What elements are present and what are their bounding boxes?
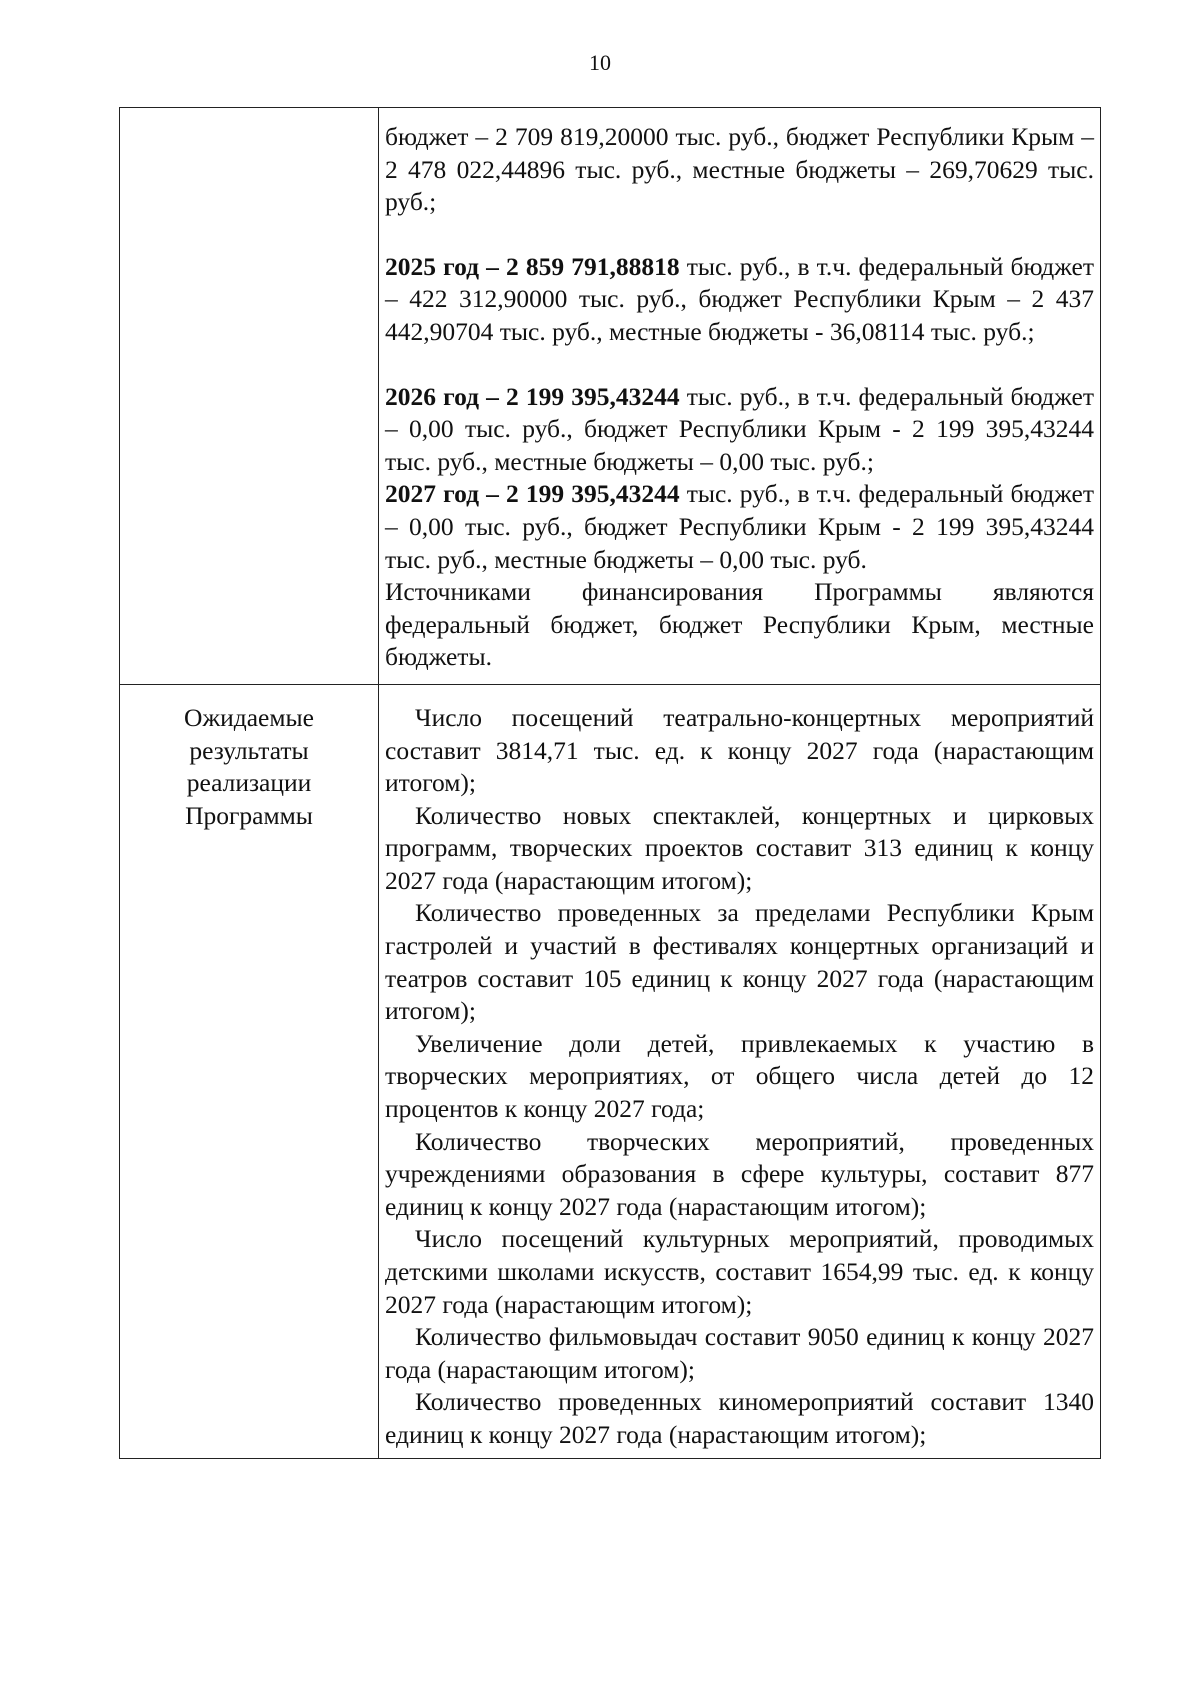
funding-details-cell xyxy=(379,108,1101,685)
funding-label-cell xyxy=(120,108,379,685)
result-item: Количество новых спектаклей, концертных и цирковых программ, творческих проектов составит 313 единиц к концу 2027 года (нарастающим итогом); xyxy=(385,800,1094,895)
label-line: реализации xyxy=(186,768,312,798)
funding-year-2025 xyxy=(385,251,1094,349)
program-passport-table xyxy=(119,107,1101,1459)
page-number: 10 xyxy=(589,50,611,75)
label-line: Ожидаемые xyxy=(184,702,314,732)
funding-year-2027-text: тыс. руб., в т.ч. федеральный бюджет – 0,00 тыс. руб., бюджет Республики Крым - 2 199 395,43244 тыс. руб., местные бюджеты – 0,00 тыс. руб. xyxy=(385,479,1094,574)
funding-intro: бюджет – 2 709 819,20000 тыс. руб., бюджет Республики Крым – 2 478 022,44896 тыс. руб., местные бюджеты – 269,70629 тыс. руб.; xyxy=(385,122,1094,217)
result-item: Количество проведенных за пределами Республики Крым гастролей и участий в фестивалях концертных организаций и театров составит 105 единиц к концу 2027 года (нарастающим итогом); xyxy=(385,898,1094,1026)
funding-sources: Источниками финансирования Программы являются федеральный бюджет, бюджет Республики Крым, местные бюджеты. xyxy=(385,577,1094,672)
funding-year-2026 xyxy=(385,381,1094,479)
result-item: Количество творческих мероприятий, проведенных учреждениями образования в сфере культуры, составит 877 единиц к концу 2027 года (нарастающим итогом); xyxy=(385,1126,1094,1221)
expected-results-row xyxy=(120,684,1101,1458)
funding-row xyxy=(120,108,1101,685)
label-line: результаты xyxy=(189,735,309,765)
result-item: Количество фильмовыдач составит 9050 единиц к концу 2027 года (нарастающим итогом); xyxy=(385,1322,1094,1384)
funding-year-2027 xyxy=(385,478,1094,576)
result-item: Увеличение доли детей, привлекаемых к участию в творческих мероприятиях, от общего числа детей до 12 процентов к концу 2027 года; xyxy=(385,1028,1094,1124)
funding-year-2027-head: 2027 год – 2 199 395,43244 xyxy=(385,479,680,509)
expected-results-label xyxy=(120,684,379,1458)
funding-year-2026-text: тыс. руб., в т.ч. федеральный бюджет – 0,00 тыс. руб., бюджет Республики Крым - 2 199 395,43244 тыс. руб., местные бюджеты – 0,00 тыс. руб.; xyxy=(385,381,1094,476)
result-item: Количество проведенных киномероприятий составит 1340 единиц к концу 2027 года (нарастающим итогом); xyxy=(385,1387,1094,1449)
funding-year-2025-text: тыс. руб., в т.ч. федеральный бюджет – 422 312,90000 тыс. руб., бюджет Республики Крым – 2 437 442,90704 тыс. руб., местные бюджеты - 36,08114 тыс. руб.; xyxy=(385,251,1094,346)
expected-results-list xyxy=(379,684,1101,1458)
result-item: Число посещений театрально-концертных мероприятий составит 3814,71 тыс. ед. к концу 2027 года (нарастающим итогом); xyxy=(385,702,1094,798)
result-item: Число посещений культурных мероприятий, проводимых детскими школами искусств, составит 1654,99 тыс. ед. к концу 2027 года (нарастающим итогом); xyxy=(385,1224,1094,1319)
funding-year-2026-head: 2026 год – 2 199 395,43244 xyxy=(385,381,680,411)
funding-year-2025-head: 2025 год – 2 859 791,88818 xyxy=(385,251,680,281)
label-line: Программы xyxy=(185,800,313,830)
